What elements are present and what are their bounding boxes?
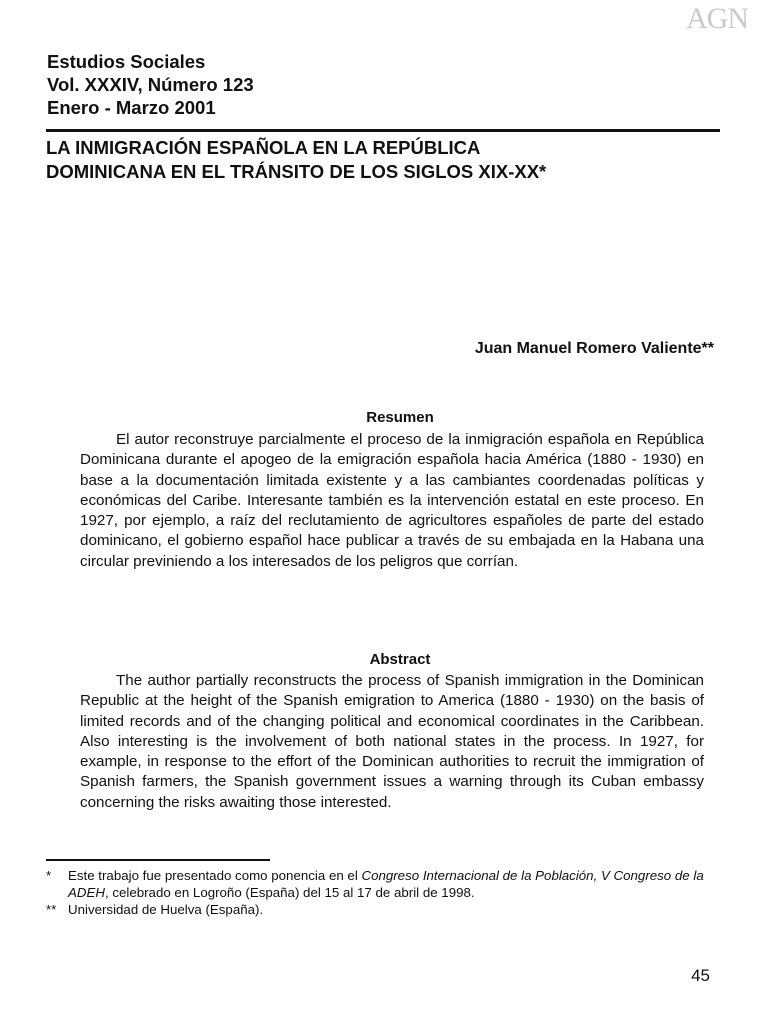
resumen-text: El autor reconstruye parcialmente el proceso de la inmigración española en República Dominicana durante el apogeo de la emigración española hacia América (1880 - 1930) en base a la documentación limitada existente y a las cambiantes coordenadas políticas y económicas del Caribe. Interesante también es la intervención estatal en este proceso. En 1927, por ejemplo, a raíz del reclutamiento de agricultores españoles de parte del estado dominicano, el gobierno español hace publicar a través de su embajada en la Habana una circular previniendo a los interesados de los peligros que corrían. — [80, 431, 704, 570]
abstract-text: The author partially reconstructs the process of Spanish immigration in the Dominican Republic at the height of the Spanish emigration to America (1880 - 1930) on the basis of limited records and of the changing political and economical coordinates in the Caribbean. Also interesting is the involvement of both national states in the process. In 1927, for example, in response to the effort of the Dominican authorities to recruit the immigration of Spanish farmers, the Spanish government issues a warning through its Cuban embassy concerning the risks awaiting those interested. — [80, 672, 704, 811]
header-rule — [46, 129, 720, 132]
journal-header — [47, 50, 254, 119]
footnote-1-mark: * — [46, 868, 52, 883]
article-title — [46, 136, 720, 184]
journal-volume: Vol. XXXIV, Número 123 — [47, 74, 254, 95]
abstract-heading: Abstract — [369, 651, 431, 668]
article-title-line-2: DOMINICANA EN EL TRÁNSITO DE LOS SIGLOS XIX-XX* — [46, 161, 547, 182]
footnote-1-text — [68, 867, 716, 901]
journal-period: Enero - Marzo 2001 — [47, 97, 216, 118]
footnote-1 — [46, 867, 716, 901]
article-title-line-1: LA INMIGRACIÓN ESPAÑOLA EN LA REPÚBLICA — [46, 137, 481, 158]
page-number: 45 — [691, 966, 710, 985]
agn-watermark: AGN — [686, 2, 748, 35]
journal-name: Estudios Sociales — [47, 51, 206, 72]
footnote-2-text: Universidad de Huelva (España). — [68, 902, 264, 917]
footnote-rule — [46, 859, 270, 861]
footnotes — [46, 867, 716, 918]
footnote-1-text-end: , celebrado en Logroño (España) del 15 al 17 de abril de 1998. — [104, 885, 475, 900]
footnote-1-congress: Congreso Internacional de la Población, V Congreso de la ADEH — [68, 868, 704, 900]
author-name: Juan Manuel Romero Valiente** — [474, 340, 714, 357]
footnote-2 — [46, 901, 716, 918]
footnote-1-text-start: Este trabajo fue presentado como ponencia en el — [68, 868, 362, 883]
resumen-heading: Resumen — [366, 409, 434, 426]
footnote-2-mark: ** — [46, 902, 57, 917]
